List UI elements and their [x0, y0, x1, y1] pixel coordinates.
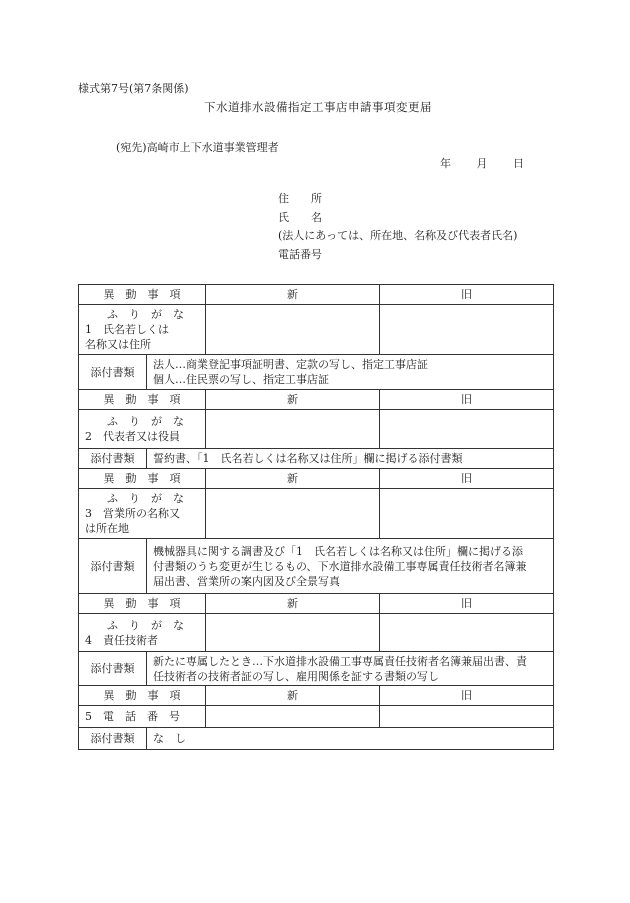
header-new: 新: [206, 285, 380, 305]
header-new: 新: [206, 469, 380, 489]
applicant-block: [278, 190, 517, 264]
new-value-field-5[interactable]: [206, 706, 380, 728]
attachment-line: 機械器具に関する調書及び「1 氏名若しくは名称又は住所」欄に掲げる添: [153, 544, 523, 558]
attachment-row-5: [79, 728, 554, 750]
item-label-line: 4 責任技術者: [85, 633, 158, 647]
item-row-2: [79, 410, 554, 449]
table-header-row: [79, 390, 554, 410]
item-label-line: 名称又は住所: [85, 338, 151, 351]
header-old: 旧: [380, 594, 554, 614]
new-value-field-4[interactable]: [206, 614, 380, 652]
item-row-5: [79, 706, 554, 728]
date-month: 月: [476, 157, 488, 170]
applicant-address-label: 住 所: [278, 192, 322, 205]
item-label-line: 1 氏名若しくは: [85, 323, 169, 336]
attachment-line: 誓約書、「1 氏名若しくは名称又は住所」欄に掲げる添付書類: [153, 452, 463, 465]
item-row-1: [79, 305, 554, 355]
attachment-line: 法人…商業登記事項証明書、定款の写し、指定工事店証: [153, 358, 428, 371]
applicant-name-label: 氏 名: [278, 210, 322, 224]
attachment-text-4: [147, 652, 554, 686]
applicant-note: (法人にあっては、所在地、名称及び代表者氏名): [278, 229, 518, 242]
header-old: 旧: [380, 469, 554, 489]
table-header-row: [79, 594, 554, 614]
date-day: 日: [513, 157, 524, 170]
header-item: 異 動 事 項: [79, 469, 206, 489]
item-label-4: [79, 614, 206, 652]
table-header-row: [79, 285, 554, 305]
attachment-line: な し: [153, 732, 186, 745]
attachment-label: 添付書類: [79, 728, 147, 750]
item-label-line: は所在地: [85, 522, 129, 535]
header-item: 異 動 事 項: [79, 686, 206, 706]
attachment-label: 添付書類: [79, 539, 147, 594]
attachment-row-3: [79, 539, 554, 594]
attachment-label: 添付書類: [79, 652, 147, 686]
new-value-field-1[interactable]: [206, 305, 380, 355]
item-label-2: [79, 410, 206, 449]
header-new: 新: [206, 594, 380, 614]
attachment-text-3: [147, 539, 554, 594]
furigana-label: ふ り が な: [107, 415, 184, 428]
attachment-text-2: [147, 449, 554, 469]
attachment-line: 届出書、営業所の案内図及び全景写真: [153, 574, 340, 588]
applicant-phone-label: 電話番号: [278, 247, 322, 261]
item-label-line: 3 営業所の名称又: [85, 507, 180, 520]
item-row-3: [79, 489, 554, 539]
date-year: 年: [440, 157, 451, 170]
item-label-1: [79, 305, 206, 355]
item-label-line: 2 代表者又は役員: [85, 430, 180, 443]
attachment-label: 添付書類: [79, 355, 147, 390]
addressee: (宛先)高崎市上下水道事業管理者: [116, 141, 279, 154]
table-header-row: [79, 469, 554, 489]
new-value-field-2[interactable]: [206, 410, 380, 449]
header-old: 旧: [380, 285, 554, 305]
attachment-line: 新たに専属したとき…下水道排水設備工事専属責任技術者名簿兼届出書、責: [153, 654, 527, 668]
header-item: 異 動 事 項: [79, 390, 206, 410]
old-value-field-1[interactable]: [380, 305, 554, 355]
attachment-label: 添付書類: [79, 449, 147, 469]
old-value-field-4[interactable]: [380, 614, 554, 652]
item-row-4: [79, 614, 554, 652]
item-label-3: [79, 489, 206, 539]
date-line: [440, 155, 524, 171]
attachment-row-2: [79, 449, 554, 469]
header-new: 新: [206, 390, 380, 410]
attachment-line: 個人…住民票の写し、指定工事店証: [153, 373, 329, 386]
header-new: 新: [206, 686, 380, 706]
attachment-row-1: [79, 355, 554, 390]
item-label-5: [79, 706, 206, 728]
form-number: 様式第7号(第7条関係): [78, 82, 189, 95]
new-value-field-3[interactable]: [206, 489, 380, 539]
header-old: 旧: [380, 686, 554, 706]
furigana-label: ふ り が な: [107, 492, 184, 505]
furigana-label: ふ り が な: [107, 618, 184, 632]
attachment-line: 任技術者の技術者証の写し、雇用関係を証する書類の写し: [153, 669, 439, 683]
document-title: 下水道排水設備指定工事店申請事項変更届: [204, 100, 432, 114]
header-item: 異 動 事 項: [79, 594, 206, 614]
attachment-row-4: [79, 652, 554, 686]
header-old: 旧: [380, 390, 554, 410]
attachment-line: 付書類のうち変更が生じるもの、下水道排水設備工事専属責任技術者名簿兼: [153, 559, 527, 573]
attachment-text-5: [147, 728, 554, 750]
change-items-table: [78, 284, 554, 750]
furigana-label: ふ り が な: [107, 308, 184, 321]
header-item: 異 動 事 項: [79, 285, 206, 305]
item-label-line: 5 電 話 番 号: [85, 710, 180, 723]
old-value-field-5[interactable]: [380, 706, 554, 728]
old-value-field-2[interactable]: [380, 410, 554, 449]
attachment-text-1: [147, 355, 554, 390]
table-header-row: [79, 686, 554, 706]
old-value-field-3[interactable]: [380, 489, 554, 539]
